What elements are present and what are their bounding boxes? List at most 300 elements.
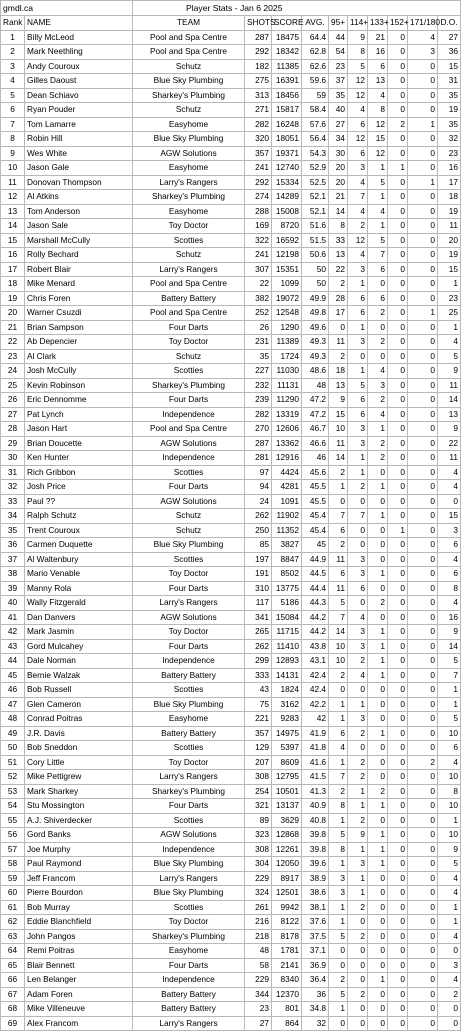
col-header-114: 114+ <box>348 16 368 31</box>
name-cell: Mario Venable <box>25 567 133 582</box>
site-name: gmdl.ca <box>1 1 133 16</box>
rank-cell: 6 <box>1 103 25 118</box>
171-180-cell: 1 <box>408 175 438 190</box>
do-cell: 7 <box>438 668 461 683</box>
rank-cell: 19 <box>1 291 25 306</box>
133-cell: 5 <box>368 175 388 190</box>
152-cell: 0 <box>388 857 408 872</box>
rank-cell: 47 <box>1 697 25 712</box>
rank-cell: 23 <box>1 349 25 364</box>
133-cell: 4 <box>368 407 388 422</box>
95-cell: 1 <box>329 857 348 872</box>
114-cell: 6 <box>348 117 368 132</box>
rank-cell: 27 <box>1 407 25 422</box>
152-cell: 0 <box>388 248 408 263</box>
171-180-cell: 0 <box>408 857 438 872</box>
team-cell: Toy Doctor <box>133 219 245 234</box>
do-cell: 5 <box>438 712 461 727</box>
152-cell: 0 <box>388 306 408 321</box>
133-cell: 1 <box>368 480 388 495</box>
171-180-cell: 2 <box>408 755 438 770</box>
table-row <box>1 1002 461 1017</box>
team-cell: Toy Doctor <box>133 335 245 350</box>
table-row <box>1 871 461 886</box>
do-cell: 1 <box>438 683 461 698</box>
114-cell: 4 <box>348 204 368 219</box>
95-cell: 1 <box>329 480 348 495</box>
114-cell: 3 <box>348 567 368 582</box>
do-cell: 20 <box>438 233 461 248</box>
171-180-cell: 0 <box>408 378 438 393</box>
table-row <box>1 973 461 988</box>
avg-cell: 50 <box>302 277 329 292</box>
do-cell: 4 <box>438 871 461 886</box>
score-cell: 14975 <box>272 726 302 741</box>
shots-cell: 262 <box>245 509 272 524</box>
133-cell: 0 <box>368 915 388 930</box>
do-cell: 1 <box>438 900 461 915</box>
score-cell: 1099 <box>272 277 302 292</box>
133-cell: 4 <box>368 88 388 103</box>
do-cell: 6 <box>438 567 461 582</box>
95-cell: 13 <box>329 378 348 393</box>
shots-cell: 333 <box>245 668 272 683</box>
team-cell: Larry's Rangers <box>133 770 245 785</box>
avg-cell: 59.6 <box>302 74 329 89</box>
114-cell: 2 <box>348 813 368 828</box>
score-cell: 11290 <box>272 393 302 408</box>
col-header-95: 95+ <box>329 16 348 31</box>
team-cell: AGW Solutions <box>133 494 245 509</box>
114-cell: 3 <box>348 161 368 176</box>
do-cell: 3 <box>438 958 461 973</box>
name-cell: Eddie Blanchfield <box>25 915 133 930</box>
team-cell: Battery Battery <box>133 291 245 306</box>
133-cell: 1 <box>368 625 388 640</box>
133-cell: 1 <box>368 509 388 524</box>
shots-cell: 23 <box>245 1002 272 1017</box>
name-cell: Cory Little <box>25 755 133 770</box>
rank-cell: 59 <box>1 871 25 886</box>
shots-cell: 169 <box>245 219 272 234</box>
95-cell: 11 <box>329 335 348 350</box>
95-cell: 2 <box>329 465 348 480</box>
name-cell: Andy Couroux <box>25 59 133 74</box>
152-cell: 0 <box>388 30 408 45</box>
171-180-cell: 0 <box>408 451 438 466</box>
team-cell: Schutz <box>133 509 245 524</box>
95-cell: 37 <box>329 74 348 89</box>
team-cell: AGW Solutions <box>133 146 245 161</box>
95-cell: 6 <box>329 567 348 582</box>
133-cell: 0 <box>368 683 388 698</box>
name-cell: Dean Schiavo <box>25 88 133 103</box>
name-cell: Manny Rola <box>25 581 133 596</box>
name-cell: Adam Foren <box>25 987 133 1002</box>
do-cell: 11 <box>438 378 461 393</box>
score-cell: 8609 <box>272 755 302 770</box>
do-cell: 16 <box>438 610 461 625</box>
171-180-cell: 1 <box>408 306 438 321</box>
95-cell: 11 <box>329 436 348 451</box>
171-180-cell: 0 <box>408 407 438 422</box>
team-cell: Toy Doctor <box>133 755 245 770</box>
152-cell: 0 <box>388 349 408 364</box>
score-cell: 1290 <box>272 320 302 335</box>
avg-cell: 46.7 <box>302 422 329 437</box>
133-cell: 1 <box>368 161 388 176</box>
171-180-cell: 1 <box>408 117 438 132</box>
114-cell: 6 <box>348 407 368 422</box>
score-cell: 12370 <box>272 987 302 1002</box>
171-180-cell: 0 <box>408 625 438 640</box>
name-cell: Gord Banks <box>25 828 133 843</box>
table-row <box>1 857 461 872</box>
114-cell: 0 <box>348 741 368 756</box>
rank-cell: 37 <box>1 552 25 567</box>
table-row <box>1 523 461 538</box>
95-cell: 23 <box>329 59 348 74</box>
152-cell: 0 <box>388 625 408 640</box>
133-cell: 0 <box>368 1002 388 1017</box>
133-cell: 12 <box>368 146 388 161</box>
95-cell: 5 <box>329 987 348 1002</box>
133-cell: 2 <box>368 784 388 799</box>
171-180-cell: 0 <box>408 219 438 234</box>
shots-cell: 287 <box>245 30 272 45</box>
114-cell: 3 <box>348 262 368 277</box>
score-cell: 11131 <box>272 378 302 393</box>
152-cell: 0 <box>388 233 408 248</box>
171-180-cell: 0 <box>408 726 438 741</box>
table-row <box>1 944 461 959</box>
shots-cell: 241 <box>245 161 272 176</box>
score-cell: 12606 <box>272 422 302 437</box>
name-cell: Ken Hunter <box>25 451 133 466</box>
114-cell: 6 <box>348 291 368 306</box>
shots-cell: 322 <box>245 233 272 248</box>
name-cell: Kevin Robinson <box>25 378 133 393</box>
133-cell: 16 <box>368 45 388 60</box>
152-cell: 0 <box>388 378 408 393</box>
score-cell: 11389 <box>272 335 302 350</box>
133-cell: 0 <box>368 349 388 364</box>
171-180-cell: 0 <box>408 523 438 538</box>
table-row <box>1 610 461 625</box>
shots-cell: 43 <box>245 683 272 698</box>
table-row <box>1 842 461 857</box>
shots-cell: 252 <box>245 306 272 321</box>
shots-cell: 275 <box>245 74 272 89</box>
do-cell: 10 <box>438 799 461 814</box>
shots-cell: 229 <box>245 871 272 886</box>
avg-cell: 45.4 <box>302 509 329 524</box>
114-cell: 0 <box>348 958 368 973</box>
score-cell: 1724 <box>272 349 302 364</box>
name-cell: Glen Cameron <box>25 697 133 712</box>
score-cell: 3629 <box>272 813 302 828</box>
152-cell: 0 <box>388 74 408 89</box>
171-180-cell: 0 <box>408 132 438 147</box>
name-cell: Ryan Pouder <box>25 103 133 118</box>
114-cell: 7 <box>348 509 368 524</box>
152-cell: 0 <box>388 929 408 944</box>
95-cell: 10 <box>329 422 348 437</box>
95-cell: 11 <box>329 581 348 596</box>
name-cell: Chris Foren <box>25 291 133 306</box>
name-cell: Bob Murray <box>25 900 133 915</box>
score-cell: 5186 <box>272 596 302 611</box>
114-cell: 0 <box>348 683 368 698</box>
114-cell: 1 <box>348 465 368 480</box>
table-row <box>1 451 461 466</box>
avg-cell: 44.2 <box>302 610 329 625</box>
114-cell: 12 <box>348 233 368 248</box>
rank-cell: 21 <box>1 320 25 335</box>
95-cell: 54 <box>329 45 348 60</box>
avg-cell: 47.2 <box>302 393 329 408</box>
avg-cell: 52.5 <box>302 175 329 190</box>
name-cell: Len Belanger <box>25 973 133 988</box>
95-cell: 1 <box>329 900 348 915</box>
171-180-cell: 0 <box>408 538 438 553</box>
171-180-cell: 0 <box>408 842 438 857</box>
team-cell: Larry's Rangers <box>133 871 245 886</box>
name-cell: Gord Mulcahey <box>25 639 133 654</box>
do-cell: 22 <box>438 436 461 451</box>
114-cell: 1 <box>348 697 368 712</box>
171-180-cell: 0 <box>408 335 438 350</box>
table-row <box>1 320 461 335</box>
team-cell: Independence <box>133 407 245 422</box>
score-cell: 11352 <box>272 523 302 538</box>
shots-cell: 27 <box>245 1016 272 1031</box>
team-cell: Scotties <box>133 552 245 567</box>
rank-cell: 18 <box>1 277 25 292</box>
name-cell: Bernie Walzak <box>25 668 133 683</box>
171-180-cell: 0 <box>408 770 438 785</box>
rank-cell: 45 <box>1 668 25 683</box>
171-180-cell: 0 <box>408 813 438 828</box>
171-180-cell: 0 <box>408 1002 438 1017</box>
table-row <box>1 306 461 321</box>
avg-cell: 45.5 <box>302 494 329 509</box>
rank-cell: 34 <box>1 509 25 524</box>
133-cell: 1 <box>368 654 388 669</box>
do-cell: 18 <box>438 190 461 205</box>
name-cell: John Pangos <box>25 929 133 944</box>
name-cell: Jason Sale <box>25 219 133 234</box>
152-cell: 0 <box>388 973 408 988</box>
name-cell: Josh Price <box>25 480 133 495</box>
avg-cell: 46.6 <box>302 436 329 451</box>
shots-cell: 216 <box>245 915 272 930</box>
team-cell: Scotties <box>133 364 245 379</box>
shots-cell: 85 <box>245 538 272 553</box>
col-header-shots: SHOTS <box>245 16 272 31</box>
95-cell: 6 <box>329 726 348 741</box>
114-cell: 5 <box>348 378 368 393</box>
152-cell: 0 <box>388 842 408 857</box>
114-cell: 2 <box>348 726 368 741</box>
152-cell: 0 <box>388 538 408 553</box>
table-row <box>1 668 461 683</box>
table-row <box>1 828 461 843</box>
avg-cell: 44.2 <box>302 625 329 640</box>
shots-cell: 218 <box>245 929 272 944</box>
name-cell: Carmen Duquette <box>25 538 133 553</box>
score-cell: 12050 <box>272 857 302 872</box>
avg-cell: 64.4 <box>302 30 329 45</box>
95-cell: 14 <box>329 204 348 219</box>
team-cell: Scotties <box>133 465 245 480</box>
team-cell: Toy Doctor <box>133 625 245 640</box>
133-cell: 6 <box>368 59 388 74</box>
team-cell: Schutz <box>133 349 245 364</box>
95-cell: 35 <box>329 88 348 103</box>
shots-cell: 308 <box>245 770 272 785</box>
name-cell: A.J. Shiverdecker <box>25 813 133 828</box>
name-cell: J.R. Davis <box>25 726 133 741</box>
shots-cell: 324 <box>245 886 272 901</box>
table-row <box>1 277 461 292</box>
name-cell: Mark Neethling <box>25 45 133 60</box>
171-180-cell: 0 <box>408 103 438 118</box>
rank-cell: 28 <box>1 422 25 437</box>
avg-cell: 51.6 <box>302 219 329 234</box>
shots-cell: 292 <box>245 175 272 190</box>
133-cell: 0 <box>368 813 388 828</box>
171-180-cell: 0 <box>408 915 438 930</box>
score-cell: 15084 <box>272 610 302 625</box>
rank-cell: 14 <box>1 219 25 234</box>
152-cell: 0 <box>388 581 408 596</box>
152-cell: 0 <box>388 697 408 712</box>
score-cell: 10501 <box>272 784 302 799</box>
152-cell: 0 <box>388 436 408 451</box>
114-cell: 2 <box>348 480 368 495</box>
133-cell: 1 <box>368 726 388 741</box>
133-cell: 1 <box>368 857 388 872</box>
team-cell: Larry's Rangers <box>133 262 245 277</box>
95-cell: 0 <box>329 944 348 959</box>
avg-cell: 49.8 <box>302 306 329 321</box>
table-row <box>1 987 461 1002</box>
do-cell: 4 <box>438 886 461 901</box>
95-cell: 3 <box>329 886 348 901</box>
team-cell: Sharkey's Plumbing <box>133 378 245 393</box>
rank-cell: 9 <box>1 146 25 161</box>
114-cell: 3 <box>348 639 368 654</box>
95-cell: 9 <box>329 393 348 408</box>
team-cell: Battery Battery <box>133 668 245 683</box>
114-cell: 1 <box>348 871 368 886</box>
133-cell: 1 <box>368 668 388 683</box>
171-180-cell: 0 <box>408 973 438 988</box>
152-cell: 0 <box>388 262 408 277</box>
shots-cell: 232 <box>245 378 272 393</box>
rank-cell: 17 <box>1 262 25 277</box>
133-cell: 0 <box>368 552 388 567</box>
95-cell: 40 <box>329 103 348 118</box>
rank-cell: 64 <box>1 944 25 959</box>
114-cell: 0 <box>348 944 368 959</box>
171-180-cell: 0 <box>408 944 438 959</box>
name-cell: Rolly Bechard <box>25 248 133 263</box>
table-row <box>1 335 461 350</box>
171-180-cell: 0 <box>408 422 438 437</box>
114-cell: 1 <box>348 364 368 379</box>
rank-cell: 24 <box>1 364 25 379</box>
do-cell: 19 <box>438 204 461 219</box>
name-cell: Tom Lamarre <box>25 117 133 132</box>
rank-cell: 2 <box>1 45 25 60</box>
171-180-cell: 0 <box>408 929 438 944</box>
shots-cell: 292 <box>245 45 272 60</box>
171-180-cell: 0 <box>408 393 438 408</box>
table-row <box>1 538 461 553</box>
152-cell: 0 <box>388 828 408 843</box>
171-180-cell: 4 <box>408 30 438 45</box>
152-cell: 2 <box>388 117 408 132</box>
171-180-cell: 0 <box>408 248 438 263</box>
name-cell: Al Atkins <box>25 190 133 205</box>
rank-cell: 8 <box>1 132 25 147</box>
114-cell: 6 <box>348 146 368 161</box>
rank-cell: 65 <box>1 958 25 973</box>
shots-cell: 35 <box>245 349 272 364</box>
avg-cell: 37.6 <box>302 915 329 930</box>
do-cell: 13 <box>438 407 461 422</box>
114-cell: 3 <box>348 335 368 350</box>
171-180-cell: 0 <box>408 639 438 654</box>
table-row <box>1 88 461 103</box>
name-cell: Mark Jasmin <box>25 625 133 640</box>
table-row <box>1 509 461 524</box>
133-cell: 0 <box>368 538 388 553</box>
do-cell: 10 <box>438 828 461 843</box>
score-cell: 11902 <box>272 509 302 524</box>
95-cell: 21 <box>329 190 348 205</box>
score-cell: 9942 <box>272 900 302 915</box>
shots-cell: 262 <box>245 639 272 654</box>
do-cell: 16 <box>438 161 461 176</box>
team-cell: Sharkey's Plumbing <box>133 929 245 944</box>
rank-cell: 54 <box>1 799 25 814</box>
score-cell: 14131 <box>272 668 302 683</box>
avg-cell: 49.3 <box>302 349 329 364</box>
rank-cell: 52 <box>1 770 25 785</box>
171-180-cell: 0 <box>408 987 438 1002</box>
score-cell: 1824 <box>272 683 302 698</box>
table-row <box>1 886 461 901</box>
171-180-cell: 0 <box>408 204 438 219</box>
shots-cell: 241 <box>245 248 272 263</box>
team-cell: Blue Sky Plumbing <box>133 697 245 712</box>
rank-cell: 60 <box>1 886 25 901</box>
shots-cell: 250 <box>245 523 272 538</box>
shots-cell: 313 <box>245 88 272 103</box>
avg-cell: 52.1 <box>302 190 329 205</box>
171-180-cell: 0 <box>408 1016 438 1031</box>
95-cell: 44 <box>329 30 348 45</box>
team-cell: Blue Sky Plumbing <box>133 538 245 553</box>
133-cell: 2 <box>368 451 388 466</box>
table-row <box>1 161 461 176</box>
score-cell: 8847 <box>272 552 302 567</box>
152-cell: 0 <box>388 175 408 190</box>
score-cell: 15334 <box>272 175 302 190</box>
